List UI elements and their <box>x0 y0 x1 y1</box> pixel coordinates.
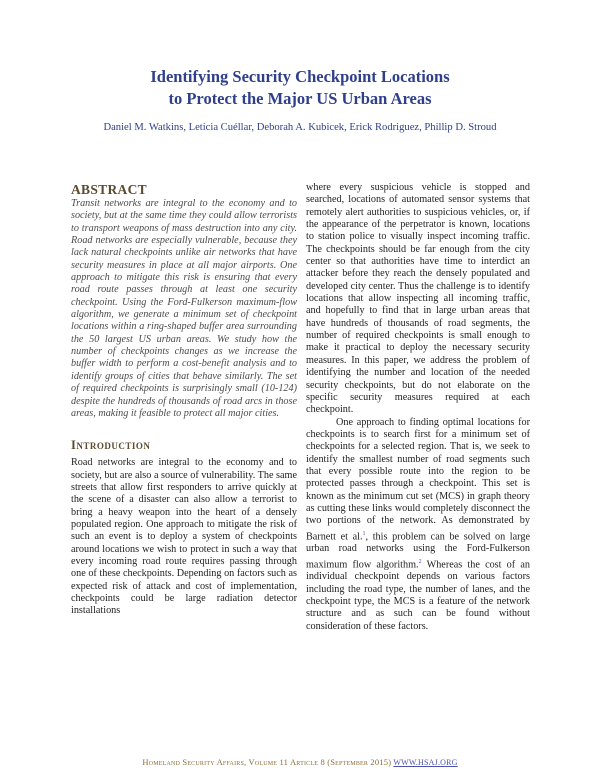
introduction-text: Road networks are integral to the economy and to society, but are also a source of vulnerability. The same streets that allow first responders to arrive quickly at the scene of a disaster can also allow a terrorist to bring a heavy weapon into the heart of a densely populated region. One approach to mitigate the risk of such an event is to deploy a system of checkpoints around locations we wish to protect in such a way that every incoming road route requires passing through one of these checkpoints. Depending on factors such as expected risk of attack and cost of implementation, checkpoints could be large radiation detector installations <box>71 457 297 617</box>
abstract-heading: ABSTRACT <box>71 182 147 197</box>
left-column <box>71 182 297 618</box>
reference-1-link[interactable]: 1 <box>362 530 366 537</box>
body-paragraph-1: where every suspicious vehicle is stopped and searched, locations of automated sensor systems that remotely alert authorities to suspicious vehicles, or, if the appearance of the perpetrator is known, locations to station police to visually inspect incoming traffic. The checkpoints should be far enough from the city center so that authorities have time to interdict an attacker before they reach the densely populated and developed city center. Thus the challenge is to identify locations that allow inspecting all incoming traffic, and hopefully to find that in large urban areas that have hundreds of thousands of road segments, the number of required checkpoints is small enough to make it practical to deploy the necessary security measures. In this paper, we address the problem of identifying the number and location of the needed security checkpoints, but do not elaborate on the specific security measures required at each checkpoint. <box>306 182 530 416</box>
paper-title <box>0 66 600 110</box>
abstract-text: Transit networks are integral to the economy and to society, but at the same time they could allow terrorists to transport weapons of mass destruction into any city. Road networks are especially vulnerable, because they lack natural checkpoints unlike air networks that have security measures in place at all major airports. One approach to mitigate this risk is ensuring that every road route passes through at least one security checkpoint. Using the Ford-Fulkerson maximum-flow algorithm, we generate a minimum set of checkpoint locations within a ring-shaped buffer area surrounding the 50 largest US urban areas. We study how the number of checkpoints changes as we increase the buffer width to perform a cost-benefit analysis and to identify groups of cities that behave similarly. The set of required checkpoints is surprisingly small (10-124) despite the hundreds of thousands of road arcs in those areas, making it feasible to protect all major cities. <box>71 198 297 419</box>
body-paragraph-2-part-c: Whereas the cost of an individual checkpoint depends on various factors including the road type, the number of lanes, and the checkpoint type, the MCS is a feature of the network structure and as such can be found without consideration of these factors. <box>306 559 530 632</box>
reference-2-link[interactable]: 2 <box>418 558 422 565</box>
introduction-heading: Introduction <box>71 438 151 453</box>
body-paragraph-2-part-a: One approach to finding optimal locations for checkpoints is to search first for a minimum set of checkpoints for a selected region. That is, we seek to identify the smallest number of road segments such that every possible route into the region to be protected passes through a checkpoint. This set is known as the minimum cut set (MCS) in graph theory as cutting these links would completely disconnect the two portions of the network. As demonstrated by Barnett et al. <box>306 416 530 543</box>
page-footer <box>0 757 600 767</box>
footer-website-link[interactable]: WWW.HSAJ.ORG <box>393 758 458 767</box>
body-paragraph-2-part-b: , this problem can be solved on large urban road networks using the Ford-Fulkerson maximum flow algorithm. <box>306 531 530 571</box>
body-paragraph-2 <box>306 417 530 634</box>
author-list: Daniel M. Watkins, Leticia Cuéllar, Deborah A. Kubicek, Erick Rodriguez, Phillip D. Stroud <box>103 122 497 133</box>
right-column <box>306 182 530 633</box>
title-line-1: Identifying Security Checkpoint Locations <box>150 67 450 86</box>
footer-journal: Homeland Security Affairs, Volume 11 Article 8 (September 2015) <box>142 757 392 767</box>
title-line-2: to Protect the Major US Urban Areas <box>168 89 432 108</box>
